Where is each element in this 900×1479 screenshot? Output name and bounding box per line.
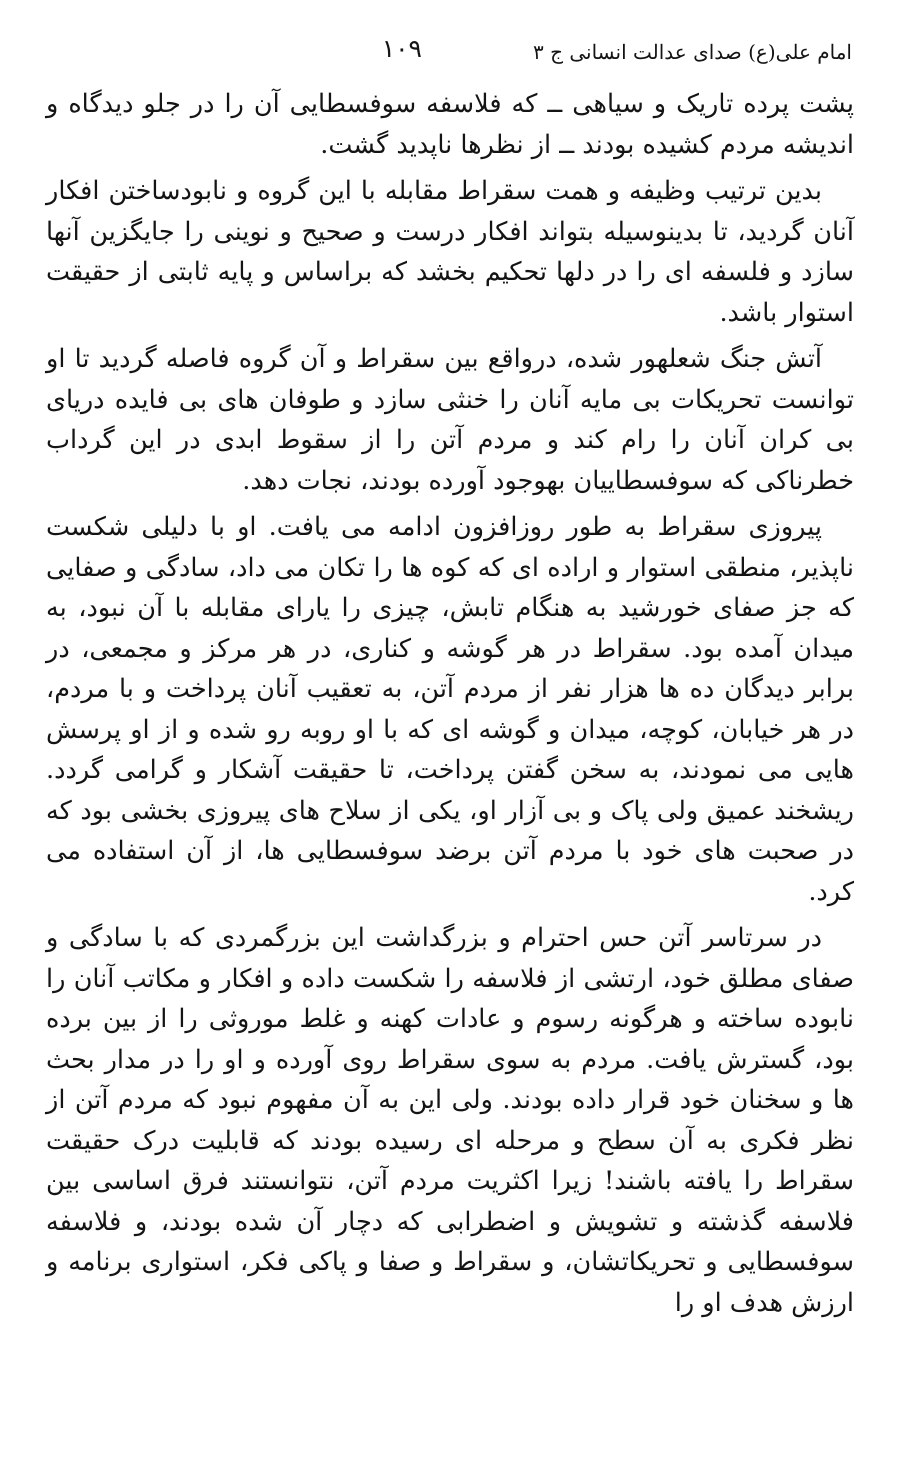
paragraph-4: پیروزی سقراط به طور روزافزون ادامه می یافت. او با دلیلی شکست ناپذیر، منطقی استوار و اراده ای که کوه ها را تکان می داد، سادگی و صفایی که جز صفای خورشید به هنگام تابش، چیزی را یارای مقابله با آن نبود، به میدان آمده بود. سقراط در هر گوشه و کناری، در هر مرکز و مجمعی، در برابر دیدگان ده ها هزار نفر از مردم آتن، به تعقیب آنان پرداخت و با مردم، در هر خیابان، کوچه، میدان و گوشه ای که با او روبه رو شده و از او پرسش هایی می نمودند، به سخن گفتن پرداخت، تا حقیقت آشکار و گرامی گردد. ریشخند عمیق ولی پاک و بی آزار او، یکی از سلاح های پیروزی بخشی بود که در صحبت های خود با مردم آتن برضد سوفسطایی ها، از آن استفاده می کرد. xyxy=(46,512,854,907)
paragraph-3: آتش جنگ شعلهور شده، درواقع بین سقراط و آن گروه فاصله گردید تا او توانست تحریکات بی مایه آنان را خنثی سازد و طوفان های بی فایده دریای بی کران آنان را رام کند و مردم آتن را از سقوط ابدی در این گرداب خطرناکی که سوفسطاییان بهوجود آورده بودند، نجات دهد. xyxy=(46,344,854,496)
paragraph-5: در سرتاسر آتن حس احترام و بزرگداشت این بزرگمردی که با سادگی و صفای مطلق خود، ارتشی از فلاسفه را شکست داده و افکار و مکاتب آنان را نابوده ساخته و هرگونه رسوم و عادات کهنه و غلط موروثی را از بین برده بود، گسترش یافت. مردم به سوی سقراط روی آورده و او را در مدار بحث ها و سخنان خود قرار داده بودند. ولی این به آن مفهوم نبود که مردم آتن از نظر فکری به آن سطح و مرحله ای رسیده بودند که قابلیت درک حقیقت سقراط را یافته باشند! زیرا اکثریت مردم آتن، نتوانستند فرق اساسی بین فلاسفه گذشته و تشویش و اضطرابی که دچار آن شده بودند، و فلاسفه سوفسطایی و تحریکاتشان، و سقراط و صفا و پاکی فکر، استواری برنامه و ارزش هدف او را xyxy=(46,923,854,1318)
paragraph-2: بدین ترتیب وظیفه و همت سقراط مقابله با این گروه و نابودساختن افکار آنان گردید، تا بدینوسیله بتواند افکار درست و صحیح و نوینی را جایگزین آنها سازد و فلسفه ای را در دلها تحکیم بخشد که براساس و پایه ثابتی از حقیقت استوار باشد. xyxy=(46,176,854,328)
page-number: ۱۰۹ xyxy=(381,34,422,63)
paragraph-1: پشت پرده تاریک و سیاهی ــ که فلاسفه سوفسطایی آن را در جلو دیدگاه و اندیشه مردم کشیده بودند ــ از نظرها ناپدید گشت. xyxy=(46,89,854,160)
page-header xyxy=(48,34,852,74)
book-title: امام علی(ع) صدای عدالت انسانی ج ۳ xyxy=(532,40,852,64)
page-body xyxy=(46,84,854,1329)
